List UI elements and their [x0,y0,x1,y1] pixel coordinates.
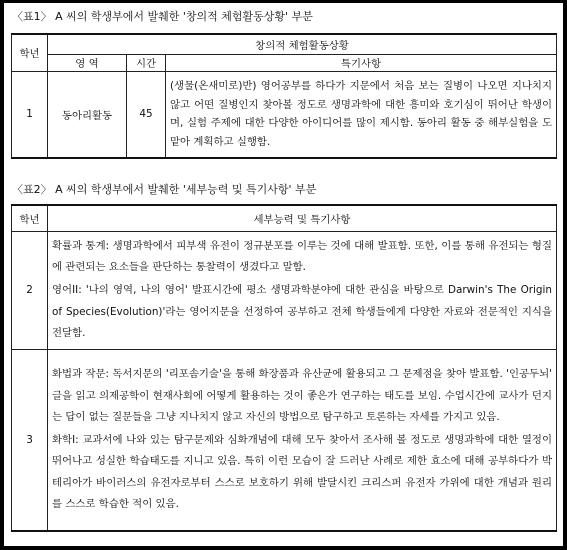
table2-grade-header: 학년 [12,205,48,231]
table2-grade-cell: 3 [12,349,48,531]
document-page [4,3,563,546]
table1-note-header: 특기사항 [166,54,557,71]
table1-area-header: 영 역 [48,54,127,71]
table1-note-cell [166,71,557,158]
table1-caption: 〈표1〉 A 씨의 학생부에서 발췌한 '창의적 체험활동상황' 부분 [12,10,313,23]
table2-note-cell [48,349,557,531]
table-row [12,349,557,531]
table2-note-paragraph: 화학I: 교과서에 나와 있는 탐구문제와 심화개념에 대해 모두 찾아서 조사해 볼 정도로 생명과학에 대한 열정이 뛰어나고 성실한 학습태도를 지니고 있음. 특히 이런 모습이 잘 드러난 사례로 제한 효소에 대해 공부하다가 박테리아가 바이러스의 유전자로부터 스스로 보호하기 위해 발달시킨 크리스퍼 유전자 가위에 대한 개념과 원리를 스스로 학습한 적이 있음. [52,434,552,510]
table1-grade-cell: 1 [12,71,48,158]
creative-activity-table [11,33,557,159]
table1-time-header: 시간 [127,54,166,71]
table2-note-paragraph: 영어II: '나의 영역, 나의 영어' 발표시간에 평소 생명과학분야에 대한 관심을 바탕으로 Darwin's The Origin of Species(Evolution)'라는 영어지문을 선정하여 공부하고 전체 학생들에게 다양한 자료와 전문적인 지식을 전달함. [52,284,552,339]
table2-note-header: 세부능력 및 특기사항 [48,205,557,231]
table2-note-cell [48,231,557,349]
table1-time-cell: 45 [127,71,166,158]
table1-group-header: 창의적 체험활동상황 [48,34,557,54]
table2-caption: 〈표2〉 A 씨의 학생부에서 발췌한 '세부능력 및 특기사항' 부분 [12,183,317,196]
table2-note-paragraph: 화법과 작문: 독서지문의 '리포솜기술'을 통해 화장품과 유산균에 활용되고 그 문제점을 찾아 발표함. '인공두뇌' 글을 읽고 의제공학이 현재사회에 어떻게 활용하는 것이 좋은가 연구하는 태도를 보임. 수업시간에 교사가 던지는 답이 없는 질문들을 그냥 지나치지 않고 자신의 방법으로 탐구하고 토론하는 자세를 가지고 있음. [52,368,552,423]
detail-ability-table [11,204,557,532]
table2-grade-cell: 2 [12,231,48,349]
table-row [12,231,557,349]
table2-note-paragraph: 확률과 통계: 생명과학에서 피부색 유전이 정규분포를 이루는 것에 대해 발표함. 또한, 이를 통해 유전되는 형질에 관련되는 요소들을 판단하는 통찰력이 생겼다고 말함. [52,239,552,274]
table1-note-text: (생물(온새미로)반) 영어공부를 하다가 지문에서 처음 보는 질병이 나오면 지나치지 않고 어떤 질병인지 찾아볼 정도로 생명과학에 대한 흥미와 호기심이 뛰어난 학생이며, 실험 주제에 대한 다양한 아이디어를 많이 제시함. 동아리 활동 중 해부실험을 도맡아 계획하고 실행함. [170,80,552,148]
table1-grade-header: 학년 [12,34,48,71]
table-row [12,71,557,158]
table1-area-cell: 동아리활동 [48,71,127,158]
